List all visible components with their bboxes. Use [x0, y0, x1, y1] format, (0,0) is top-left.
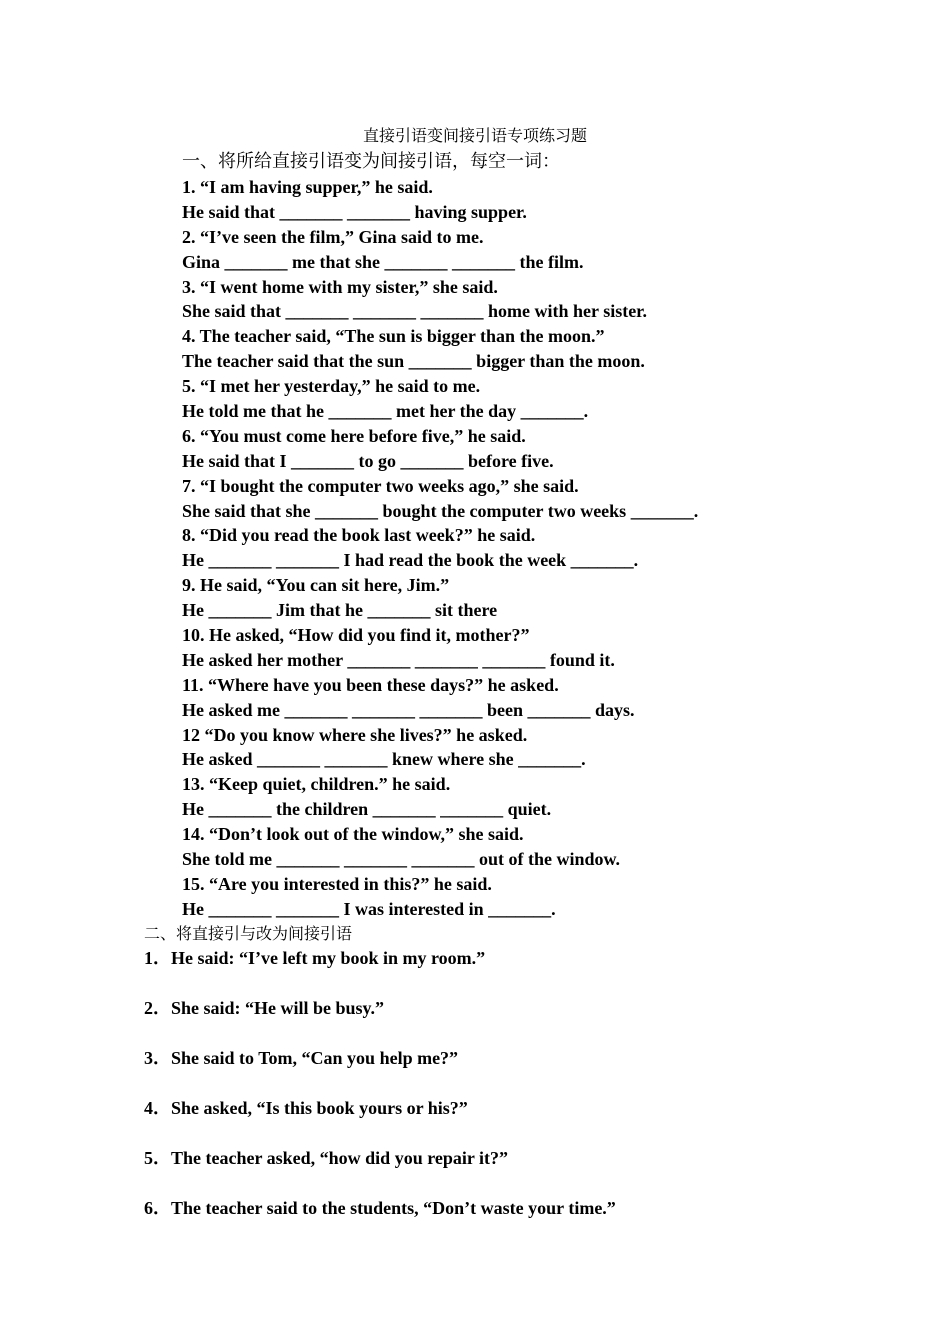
exercise-line: 7. “I bought the computer two weeks ago,” she said. — [182, 475, 579, 496]
exercise-line: 4. The teacher said, “The sun is bigger than the moon.” — [182, 326, 605, 347]
exercise-line: 1. “I am having supper,” he said. — [182, 177, 433, 197]
section2-exercises — [144, 945, 894, 1245]
exercise-line: 3. “I went home with my sister,” she said. — [182, 276, 498, 297]
section1-exercises — [182, 175, 882, 922]
exercise-line: 8. “Did you read the book last week?” he said. — [182, 525, 536, 546]
exercise-line: 4．She asked, “Is this book yours or his?” — [144, 1098, 468, 1118]
exercise-line: He asked her mother _______ _______ _______ found it. — [182, 649, 615, 670]
exercise-line: 14. “Don’t look out of the window,” she said. — [182, 824, 524, 845]
exercise-line: He _______ Jim that he _______ sit there — [182, 600, 498, 621]
exercise-line: He asked me _______ _______ _______ been _______ days. — [182, 699, 635, 720]
exercise-line: He _______ _______ I had read the book the week _______. — [182, 550, 639, 571]
exercise-line: 5. “I met her yesterday,” he said to me. — [182, 376, 481, 397]
exercise-line: 5．The teacher asked, “how did you repair it?” — [144, 1148, 509, 1168]
exercise-line: 1．He said: “I’ve left my book in my room.” — [144, 948, 486, 968]
exercise-line: 10. He asked, “How did you find it, mother?” — [182, 625, 530, 646]
exercise-line: He told me that he _______ met her the day _______. — [182, 401, 589, 422]
exercise-line: 12 “Do you know where she lives?” he asked. — [182, 724, 528, 745]
exercise-line: He said that _______ _______ having supper. — [182, 201, 527, 222]
exercise-line: 15. “Are you interested in this?” he said. — [182, 873, 492, 894]
exercise-line: He said that I _______ to go _______ before five. — [182, 450, 554, 471]
exercise-line: 6. “You must come here before five,” he said. — [182, 425, 526, 446]
exercise-line: 2．She said: “He will be busy.” — [144, 998, 385, 1018]
exercise-line: He _______ the children _______ _______ quiet. — [182, 799, 552, 820]
exercise-line: Gina _______ me that she _______ _______ the film. — [182, 251, 584, 272]
exercise-line: The teacher said that the sun _______ bigger than the moon. — [182, 351, 645, 372]
exercise-line: 13. “Keep quiet, children.” he said. — [182, 774, 451, 795]
exercise-line: She said that _______ _______ _______ home with her sister. — [182, 301, 648, 322]
section1-heading: 一、将所给直接引语变为间接引语，每空一词： — [182, 151, 560, 172]
exercise-line: 2. “I’ve seen the film,” Gina said to me. — [182, 226, 484, 247]
exercise-line: She said that she _______ bought the computer two weeks _______. — [182, 500, 699, 521]
exercise-line: She told me _______ _______ _______ out of the window. — [182, 849, 621, 870]
exercise-line: 11. “Where have you been these days?” he asked. — [182, 674, 559, 695]
exercise-line: 9. He said, “You can sit here, Jim.” — [182, 575, 450, 596]
exercise-line: 3．She said to Tom, “Can you help me?” — [144, 1048, 459, 1068]
page-title: 直接引语变间接引语专项练习题 — [362, 126, 587, 145]
exercise-line: He asked _______ _______ knew where she _______. — [182, 749, 586, 770]
section2-heading: 二、将直接引与改为间接引语 — [144, 924, 353, 943]
exercise-line: 6．The teacher said to the students, “Don’t waste your time.” — [144, 1198, 616, 1218]
exercise-line: He _______ _______ I was interested in _______. — [182, 898, 556, 919]
